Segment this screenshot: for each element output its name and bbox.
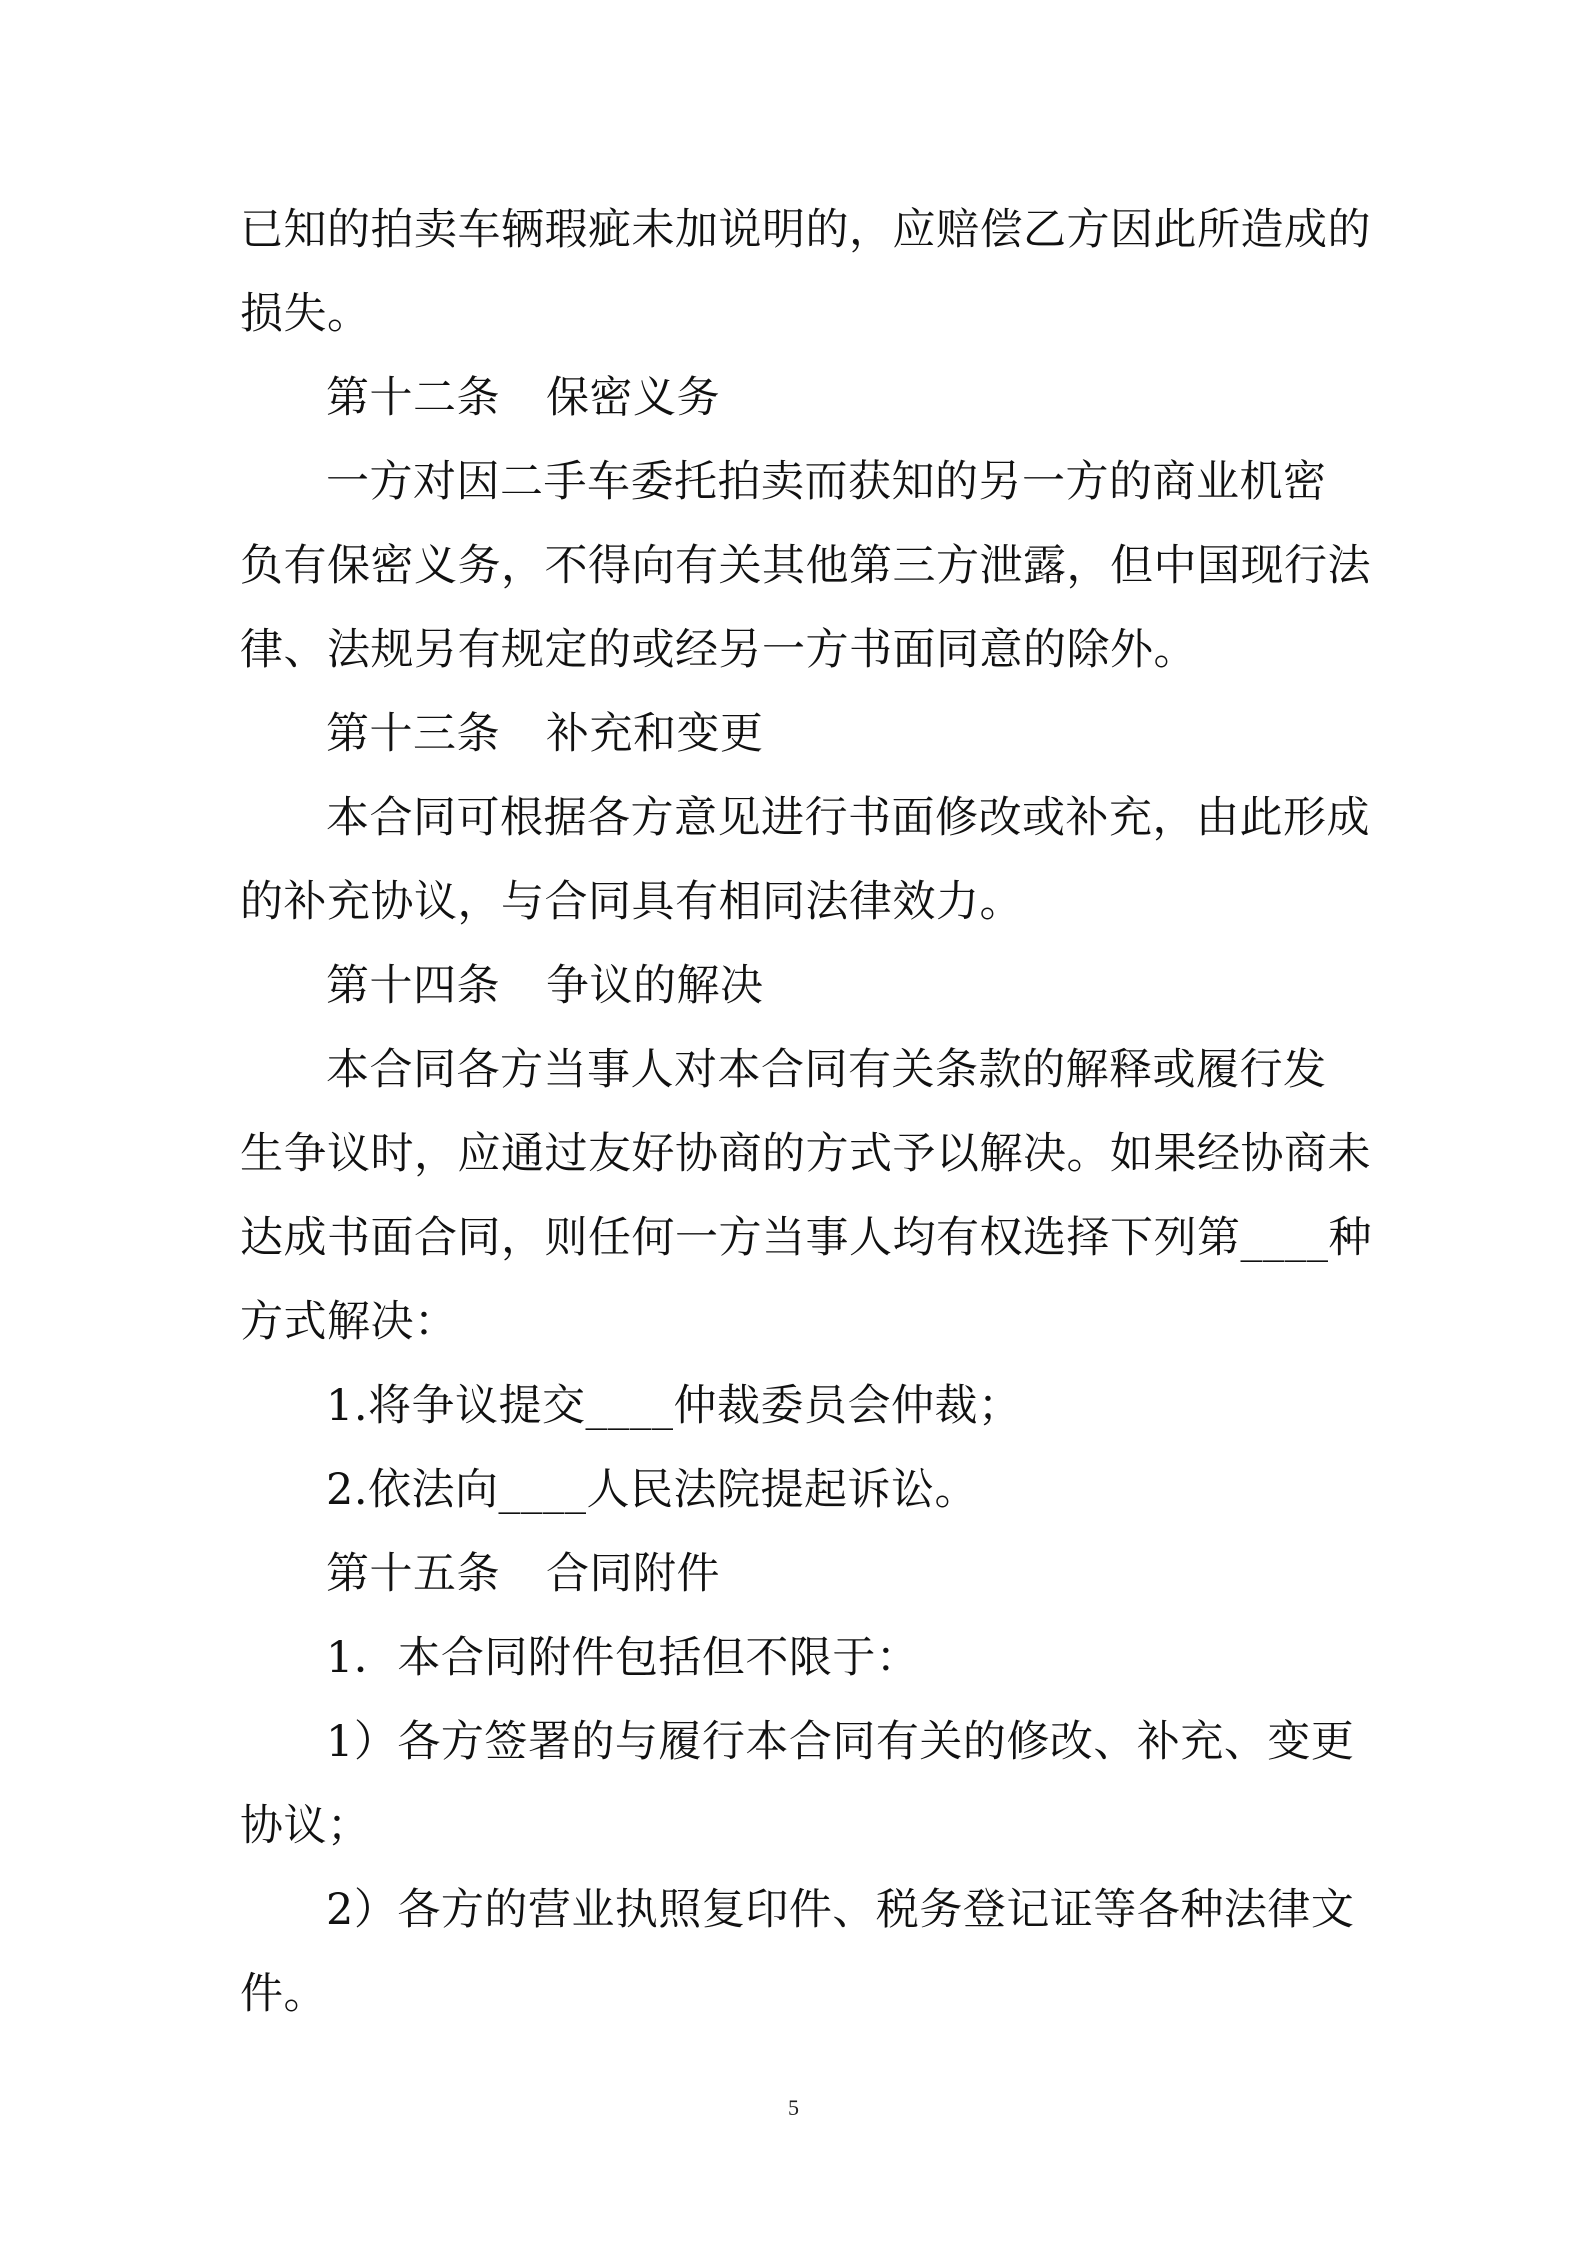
paragraph-line: 协议； xyxy=(240,1801,371,1851)
paragraph-line: 已知的拍卖车辆瑕疵未加说明的，应赔偿乙方因此所造成的 xyxy=(240,205,1371,255)
list-item: 2.依法向____人民法院提起诉讼。 xyxy=(326,1465,979,1515)
document-body xyxy=(240,188,1372,2036)
list-item: 1．本合同附件包括但不限于： xyxy=(326,1633,920,1683)
paragraph-line: 的补充协议，与合同具有相同法律效力。 xyxy=(240,877,1023,927)
article-13-heading xyxy=(240,692,1360,776)
list-item: 1.将争议提交____仲裁委员会仲裁； xyxy=(326,1381,1022,1431)
article-15-heading xyxy=(240,1532,1360,1616)
paragraph-line: 生争议时，应通过友好协商的方式予以解决。如果经协商未 xyxy=(240,1129,1371,1179)
article-title: 补充和变更 xyxy=(546,709,764,759)
article-14-heading xyxy=(240,944,1360,1028)
paragraph-line: 本合同各方当事人对本合同有关条款的解释或履行发 xyxy=(326,1045,1327,1095)
article-number: 第十二条 xyxy=(326,373,500,423)
article-number: 第十四条 xyxy=(326,961,500,1011)
paragraph-line: 负有保密义务，不得向有关其他第三方泄露，但中国现行法 xyxy=(240,541,1371,591)
article-title: 争议的解决 xyxy=(546,961,764,1011)
article-title: 保密义务 xyxy=(546,373,720,423)
article-12-heading xyxy=(240,356,1360,440)
page-number: 5 xyxy=(788,2095,799,2120)
article-number: 第十三条 xyxy=(326,709,500,759)
paragraph-line: 达成书面合同，则任何一方当事人均有权选择下列第____种 xyxy=(240,1213,1372,1263)
paragraph-line: 律、法规另有规定的或经另一方书面同意的除外。 xyxy=(240,625,1197,675)
article-title: 合同附件 xyxy=(546,1549,720,1599)
list-item: 1）各方签署的与履行本合同有关的修改、补充、变更 xyxy=(326,1717,1355,1767)
paragraph-line: 损失。 xyxy=(240,289,371,339)
article-number: 第十五条 xyxy=(326,1549,500,1599)
paragraph-line: 方式解决： xyxy=(240,1297,458,1347)
paragraph-line: 一方对因二手车委托拍卖而获知的另一方的商业机密 xyxy=(326,457,1327,507)
paragraph-line: 本合同可根据各方意见进行书面修改或补充，由此形成 xyxy=(326,793,1370,843)
paragraph-line: 件。 xyxy=(240,1969,327,2019)
list-item: 2）各方的营业执照复印件、税务登记证等各种法律文 xyxy=(326,1885,1355,1935)
